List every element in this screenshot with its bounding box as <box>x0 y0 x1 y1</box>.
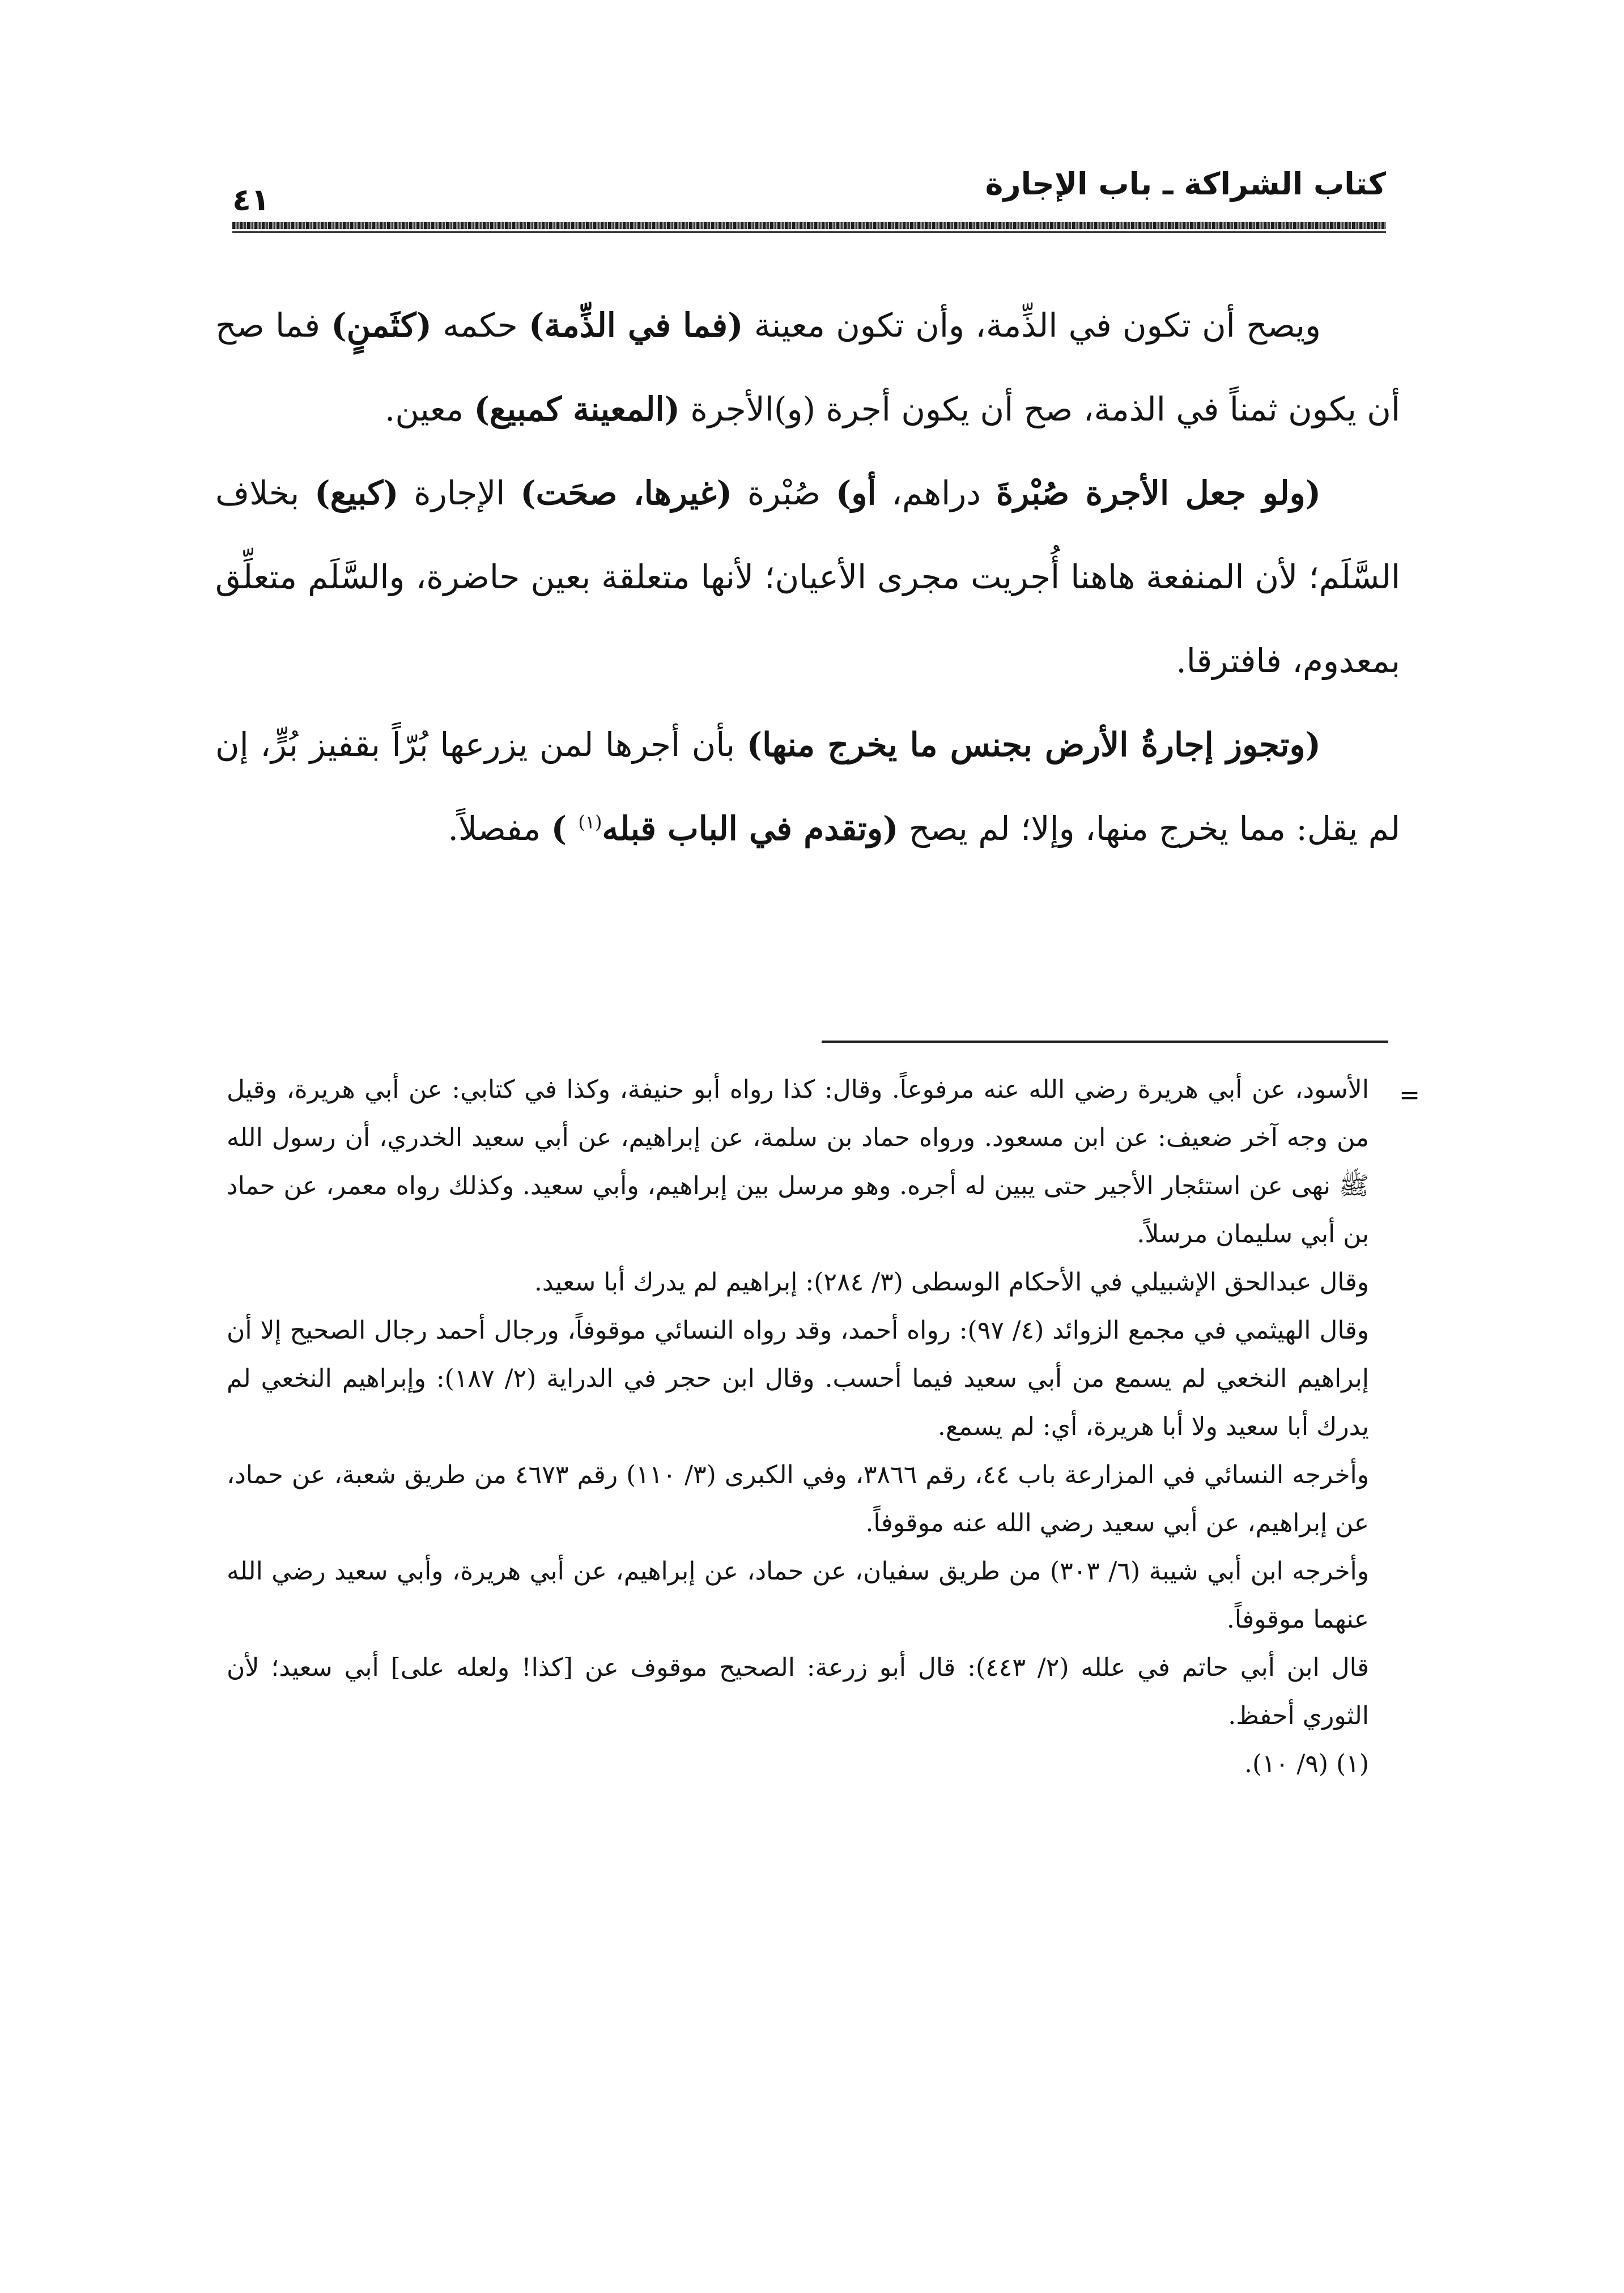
footnote-reference[interactable]: (١) <box>578 811 602 833</box>
footnote-1: (١) (٩/ ١٠). <box>1244 1750 1369 1778</box>
footnote-paragraph: قال ابن أبي حاتم في علله (٢/ ٤٤٣): قال أبو زرعة: الصحيح موقوف عن [كذا! ولعله على] أبي سعيد؛ لأن الثوري أحفظ. <box>227 1653 1370 1730</box>
footnote-paragraph: الأسود، عن أبي هريرة رضي الله عنه مرفوعاً. وقال: كذا رواه أبو حنيفة، وكذا في كتابي: عن أبي هريرة، وقيل من وجه آخر ضعيف: عن ابن مسعود. ورواه حماد بن سلمة، عن إبراهيم، عن أبي سعيد الخدري، أن رسول الله ﷺ نهى عن استئجار الأجير حتى يبين له أجره. وهو مرسل بين إبراهيم، وأبي سعيد. وكذلك رواه معمر، عن حماد بن أبي سليمان مرسلاً. <box>227 1075 1370 1249</box>
matn-run: (ولو جعل الأجرة صُبْرةَ <box>996 474 1321 512</box>
footnote-paragraph: وقال عبدالحق الإشبيلي في الأحكام الوسطى (٣/ ٢٨٤): إبراهيم لم يدرك أبا سعيد. <box>534 1268 1369 1297</box>
matn-run: (وتجوز إجارةُ الأرض بجنس ما يخرج منها) <box>746 725 1321 764</box>
text-run: معين. <box>384 390 474 428</box>
main-text <box>215 283 1400 871</box>
footnote-paragraph: وأخرجه ابن أبي شيبة (٦/ ٣٠٣) من طريق سفيان، عن حماد، عن إبراهيم، عن أبي هريرة، وأبي سعيد رضي الله عنهما موقوفاً. <box>227 1557 1369 1634</box>
paragraph-2 <box>215 451 1400 703</box>
matn-run: (فما في الذِّمة) <box>529 306 743 345</box>
footnote-separator <box>822 1041 1388 1043</box>
matn-run: (وتقدم في الباب قبله <box>602 809 899 848</box>
text-run: فما صح أن يكون ثمناً في الذمة، صح أن يكون أجرة <box>215 306 1400 428</box>
text-run: بخلاف السَّلَم؛ لأن المنفعة هاهنا أُجريت مجرى الأعيان؛ لأنها متعلقة بعين حاضرة، والسَّلَم متعلِّق بمعدوم، فافترقا. <box>215 474 1400 680</box>
text-run: بأن أجرها لمن يزرعها بُرّاً بقفيز بُرٍّ، إن لم يقل: مما يخرج منها، وإلا؛ لم يصح <box>215 725 1400 848</box>
page-number: ٤١ <box>232 182 270 218</box>
header-rule <box>232 222 1386 229</box>
matn-run: (كبيع) <box>314 474 399 512</box>
continuation-mark: = <box>1399 1081 1420 1110</box>
matn-run: (كثَمنٍ) <box>331 306 432 345</box>
text-run: حكمه <box>431 306 529 345</box>
footnote-paragraph: وأخرجه النسائي في المزارعة باب ٤٤، رقم ٣٨٦٦، وفي الكبرى (٣/ ١١٠) رقم ٤٦٧٣ من طريق شعبة، عن حماد، عن إبراهيم، عن أبي سعيد رضي الله عنه موقوفاً. <box>227 1460 1370 1538</box>
chapter-title: كتاب الشراكة ـ باب الإجارة <box>985 166 1386 202</box>
text-run: الإجارة <box>398 474 521 512</box>
header-rule-thin <box>232 231 1386 233</box>
matn-run: (غيرها، صحَت) <box>520 474 733 512</box>
matn-run: (المعينة كمبيع) <box>474 390 680 428</box>
text-run: (و)الأجرة <box>679 390 816 428</box>
matn-run: أو) <box>835 474 877 512</box>
text-run: دراهم، <box>876 474 996 512</box>
text-run: ويصح أن تكون في الذِّمة، وأن تكون معينة <box>743 306 1321 345</box>
footnote-paragraph: وقال الهيثمي في مجمع الزوائد (٤/ ٩٧): رواه أحمد، وقد رواه النسائي موقوفاً، ورجال أحمد رجال الصحيح إلا أن إبراهيم النخعي لم يسمع من أبي سعيد فيما أحسب. وقال ابن حجر في الدراية (٢/ ١٨٧): وإبراهيم النخعي لم يدرك أبا سعيد ولا أبا هريرة، أي: لم يسمع. <box>227 1316 1370 1441</box>
paragraph-3 <box>215 703 1400 871</box>
footnotes <box>227 1065 1369 1788</box>
paragraph-1 <box>215 283 1400 451</box>
text-run: صُبْرة <box>732 474 836 512</box>
matn-run: ) <box>551 809 579 848</box>
running-head <box>232 159 1386 238</box>
text-run: مفصلاً. <box>448 809 551 848</box>
